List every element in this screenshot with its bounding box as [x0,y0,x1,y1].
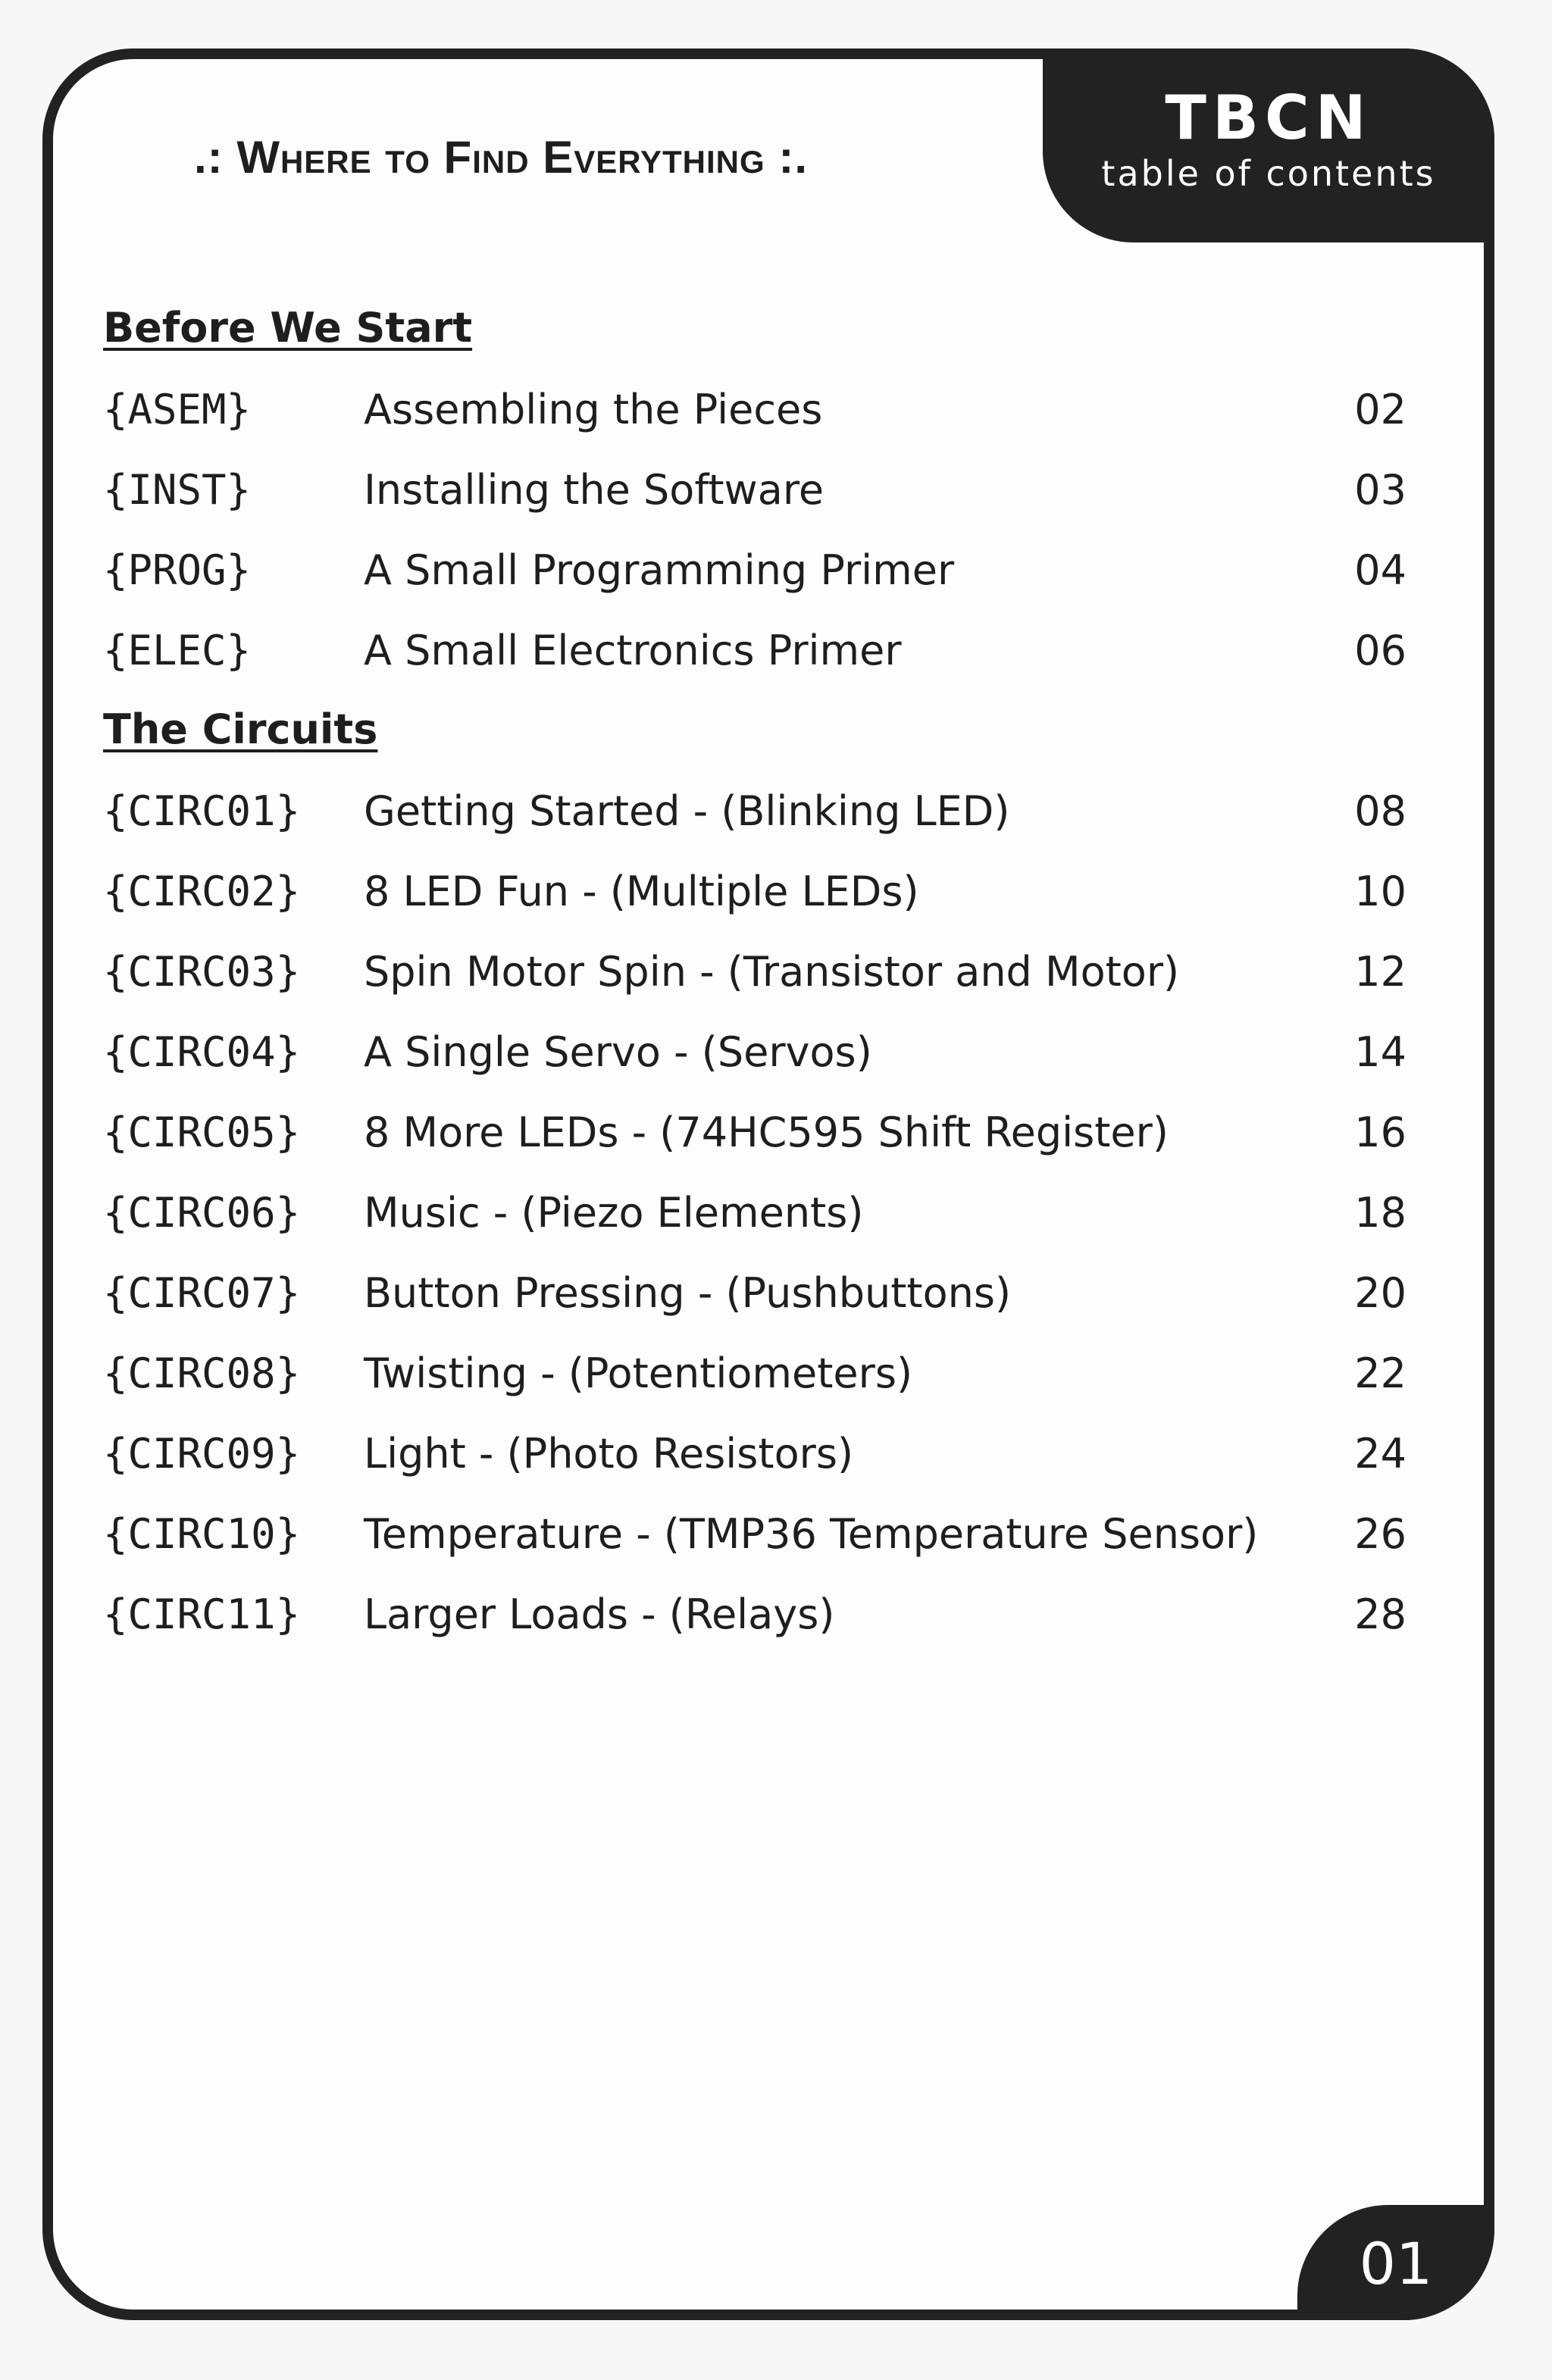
toc-code: {PROG} [103,546,252,594]
toc-page: 20 [1354,1269,1406,1317]
toc-page: 03 [1354,466,1406,514]
toc-page: 24 [1354,1430,1406,1478]
toc-code: {CIRC03} [103,948,301,996]
toc-title: Light - (Photo Resistors) [364,1430,854,1478]
toc-page: 02 [1354,386,1406,433]
toc-title: Getting Started - (Blinking LED) [364,787,1010,835]
header-tab [1043,48,1494,242]
toc-title: Installing the Software [364,466,824,514]
toc-page: 28 [1354,1590,1406,1638]
toc-row[interactable] [103,1267,1406,1320]
toc-page: 08 [1354,787,1406,835]
toc-page: 14 [1354,1028,1406,1076]
toc-code: {CIRC11} [103,1590,301,1638]
toc-title: A Small Electronics Primer [364,627,902,674]
toc-page: 12 [1354,948,1406,996]
toc-page: 22 [1354,1350,1406,1397]
toc-code: {ASEM} [103,386,252,433]
toc-code: {INST} [103,466,252,514]
toc-code: {CIRC06} [103,1189,301,1237]
toc-row[interactable] [103,1106,1406,1159]
toc-page: 18 [1354,1189,1406,1237]
toc-row[interactable] [103,1347,1406,1400]
toc-row[interactable] [103,624,1406,677]
toc-code: {CIRC01} [103,787,301,835]
toc-code: {CIRC07} [103,1269,301,1317]
toc-page: 10 [1354,868,1406,915]
toc-page: 06 [1354,627,1406,674]
toc-page: 26 [1354,1510,1406,1558]
toc-code: {CIRC04} [103,1028,301,1076]
section-title-before-we-start: Before We Start [103,304,473,352]
toc-title: Temperature - (TMP36 Temperature Sensor) [364,1510,1259,1558]
toc-row[interactable] [103,865,1406,918]
toc-title: Twisting - (Potentiometers) [364,1350,913,1397]
toc-row[interactable] [103,544,1406,597]
toc-title: A Small Programming Primer [364,546,955,594]
toc-row[interactable] [103,1026,1406,1079]
tab-subtitle: table of contents [1101,153,1436,194]
toc-row[interactable] [103,383,1406,436]
toc-title: Assembling the Pieces [364,386,823,433]
toc-row[interactable] [103,1508,1406,1561]
toc-code: {CIRC02} [103,868,301,915]
toc-row[interactable] [103,1588,1406,1641]
toc-title: Larger Loads - (Relays) [364,1590,835,1638]
page-number: 01 [1359,2230,1433,2297]
toc-title: Music - (Piezo Elements) [364,1189,864,1237]
toc-row[interactable] [103,1187,1406,1240]
page-heading: .: Where to Find Everything :. [194,132,809,183]
toc-row[interactable] [103,1428,1406,1481]
toc-code: {ELEC} [103,627,252,674]
toc-code: {CIRC10} [103,1510,301,1558]
tab-title: TBCN [1165,83,1372,153]
toc-code: {CIRC09} [103,1430,301,1478]
toc-title: 8 More LEDs - (74HC595 Shift Register) [364,1109,1169,1156]
toc-title: 8 LED Fun - (Multiple LEDs) [364,868,919,915]
section-title-the-circuits: The Circuits [103,705,378,753]
toc-title: Spin Motor Spin - (Transistor and Motor) [364,948,1180,996]
toc-code: {CIRC05} [103,1109,301,1156]
toc-page: 16 [1354,1109,1406,1156]
toc-title: Button Pressing - (Pushbuttons) [364,1269,1012,1317]
toc-row[interactable] [103,946,1406,999]
toc-row[interactable] [103,464,1406,517]
toc-title: A Single Servo - (Servos) [364,1028,872,1076]
toc-code: {CIRC08} [103,1350,301,1397]
toc-page: 04 [1354,546,1406,594]
toc-row[interactable] [103,785,1406,838]
